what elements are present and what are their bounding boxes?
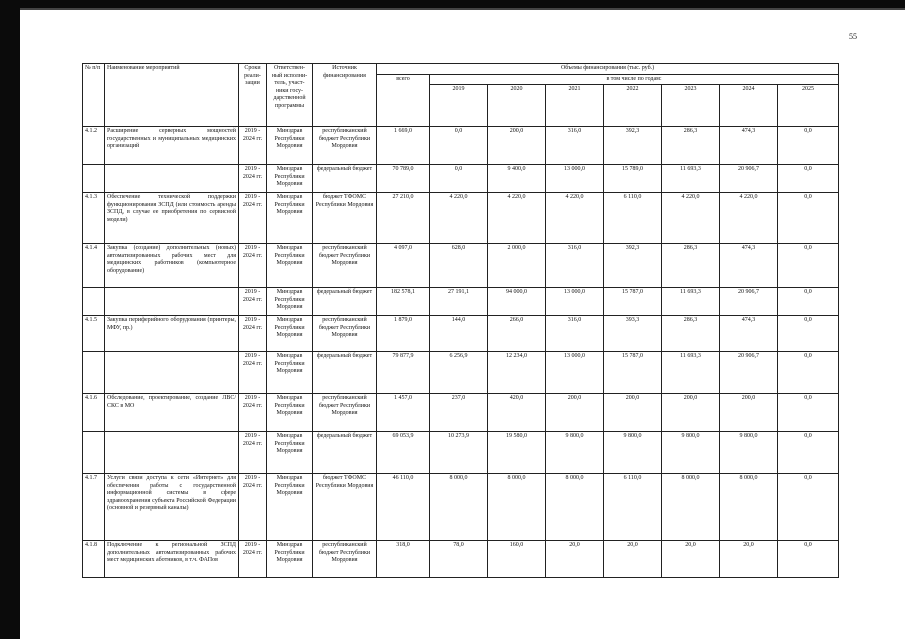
financing-table bbox=[82, 63, 839, 578]
row-year-value: 4 220,0 bbox=[430, 193, 488, 244]
row-year-value: 11 693,3 bbox=[662, 352, 720, 394]
row-year-value: 6 256,9 bbox=[430, 352, 488, 394]
header-including: в том числе по годам: bbox=[430, 74, 839, 85]
page-number: 55 bbox=[849, 32, 857, 41]
row-number: 4.1.4 bbox=[83, 244, 105, 288]
row-year-value: 27 191,1 bbox=[430, 288, 488, 316]
row-year-value: 0,0 bbox=[778, 244, 839, 288]
row-year-value: 20 906,7 bbox=[720, 165, 778, 193]
row-activity-name: Услуги связи доступа к сети «Интернет» для обеспечения работы с государственной информационной системы в сфере здравоохранения субъекта Российской Федерации (основной и резервный каналы) bbox=[105, 474, 239, 541]
row-year-value: 20 906,7 bbox=[720, 288, 778, 316]
row-year-value: 15 787,0 bbox=[604, 288, 662, 316]
row-number: 4.1.5 bbox=[83, 316, 105, 352]
row-year-value: 15 787,0 bbox=[604, 352, 662, 394]
header-year: 2022 bbox=[604, 85, 662, 127]
row-year-value: 628,0 bbox=[430, 244, 488, 288]
table-row bbox=[83, 288, 839, 316]
row-year-value: 474,3 bbox=[720, 127, 778, 165]
table-row bbox=[83, 316, 839, 352]
row-year-value: 11 693,3 bbox=[662, 165, 720, 193]
row-activity-name bbox=[105, 165, 239, 193]
row-year-value: 4 220,0 bbox=[488, 193, 546, 244]
row-terms: 2019 - 2024 гг. bbox=[239, 432, 267, 474]
row-activity-name: Обследование, проектирование, создание ЛВС/СКС в МО bbox=[105, 394, 239, 432]
row-responsible: Минздрав Республики Мордовия bbox=[267, 244, 313, 288]
header-num: № п/п bbox=[83, 64, 105, 127]
row-year-value: 8 000,0 bbox=[546, 474, 604, 541]
row-funding-source: республиканский бюджет Республики Мордовия bbox=[313, 244, 377, 288]
row-responsible: Минздрав Республики Мордовия bbox=[267, 127, 313, 165]
row-funding-source: республиканский бюджет Республики Мордовия bbox=[313, 394, 377, 432]
row-year-value: 8 000,0 bbox=[430, 474, 488, 541]
row-year-value: 286,3 bbox=[662, 244, 720, 288]
row-total: 1 879,0 bbox=[377, 316, 430, 352]
row-year-value: 474,3 bbox=[720, 316, 778, 352]
row-number bbox=[83, 288, 105, 316]
row-year-value: 13 000,0 bbox=[546, 165, 604, 193]
row-funding-source: федеральный бюджет bbox=[313, 288, 377, 316]
row-year-value: 6 110,0 bbox=[604, 474, 662, 541]
row-year-value: 9 800,0 bbox=[662, 432, 720, 474]
header-volumes: Объемы финансирования (тыс. руб.) bbox=[377, 64, 839, 75]
row-year-value: 474,3 bbox=[720, 244, 778, 288]
scan-border-left bbox=[0, 0, 20, 639]
row-year-value: 4 220,0 bbox=[546, 193, 604, 244]
row-year-value: 160,0 bbox=[488, 541, 546, 578]
row-year-value: 12 234,0 bbox=[488, 352, 546, 394]
row-year-value: 316,0 bbox=[546, 244, 604, 288]
table-row bbox=[83, 541, 839, 578]
row-activity-name bbox=[105, 288, 239, 316]
row-funding-source: федеральный бюджет bbox=[313, 352, 377, 394]
row-activity-name: Расширение серверных мощностей государственных и муниципальных медицинских организаций bbox=[105, 127, 239, 165]
row-funding-source: федеральный бюджет bbox=[313, 432, 377, 474]
row-year-value: 0,0 bbox=[430, 127, 488, 165]
row-year-value: 0,0 bbox=[778, 127, 839, 165]
row-year-value: 20,0 bbox=[604, 541, 662, 578]
header-year: 2019 bbox=[430, 85, 488, 127]
table-row bbox=[83, 394, 839, 432]
row-responsible: Минздрав Республики Мордовия bbox=[267, 432, 313, 474]
row-number bbox=[83, 432, 105, 474]
header-terms: Сроки реали- зации bbox=[239, 64, 267, 127]
row-year-value: 316,0 bbox=[546, 127, 604, 165]
table-row bbox=[83, 127, 839, 165]
row-year-value: 0,0 bbox=[778, 316, 839, 352]
header-year: 2023 bbox=[662, 85, 720, 127]
row-terms: 2019 - 2024 гг. bbox=[239, 127, 267, 165]
row-year-value: 266,0 bbox=[488, 316, 546, 352]
row-year-value: 0,0 bbox=[778, 432, 839, 474]
row-terms: 2019 - 2024 гг. bbox=[239, 541, 267, 578]
row-funding-source: республиканский бюджет Республики Мордовия bbox=[313, 541, 377, 578]
header-responsible: Ответствен- ный исполни- тель, участ- ники госу- дарственной программы bbox=[267, 64, 313, 127]
header-year: 2020 bbox=[488, 85, 546, 127]
row-responsible: Минздрав Республики Мордовия bbox=[267, 288, 313, 316]
row-year-value: 78,0 bbox=[430, 541, 488, 578]
header-row-1 bbox=[83, 64, 839, 75]
row-responsible: Минздрав Республики Мордовия bbox=[267, 474, 313, 541]
row-year-value: 316,0 bbox=[546, 316, 604, 352]
row-funding-source: бюджет ТФОМС Республики Мордовия bbox=[313, 474, 377, 541]
header-year: 2025 bbox=[778, 85, 839, 127]
row-year-value: 9 800,0 bbox=[720, 432, 778, 474]
row-responsible: Минздрав Республики Мордовия bbox=[267, 394, 313, 432]
row-number: 4.1.6 bbox=[83, 394, 105, 432]
row-terms: 2019 - 2024 гг. bbox=[239, 394, 267, 432]
header-year: 2021 bbox=[546, 85, 604, 127]
row-year-value: 94 000,0 bbox=[488, 288, 546, 316]
row-activity-name: Закупка периферийного оборудования (принтеры, МФУ, пр.) bbox=[105, 316, 239, 352]
row-year-value: 392,3 bbox=[604, 127, 662, 165]
row-activity-name: Обеспечение технической поддержки функционирования ЗСПД (или стоимость аренды ЗСПД, в случае ее приобретения по сервисной модели) bbox=[105, 193, 239, 244]
row-year-value: 200,0 bbox=[546, 394, 604, 432]
header-source: Источник финансирования bbox=[313, 64, 377, 127]
row-responsible: Минздрав Республики Мордовия bbox=[267, 352, 313, 394]
row-terms: 2019 - 2024 гг. bbox=[239, 316, 267, 352]
row-year-value: 392,3 bbox=[604, 244, 662, 288]
row-terms: 2019 - 2024 гг. bbox=[239, 288, 267, 316]
row-year-value: 0,0 bbox=[778, 165, 839, 193]
row-total: 1 669,0 bbox=[377, 127, 430, 165]
row-year-value: 0,0 bbox=[778, 541, 839, 578]
row-year-value: 6 110,0 bbox=[604, 193, 662, 244]
row-terms: 2019 - 2024 гг. bbox=[239, 244, 267, 288]
header-year: 2024 bbox=[720, 85, 778, 127]
row-terms: 2019 - 2024 гг. bbox=[239, 474, 267, 541]
row-year-value: 20 906,7 bbox=[720, 352, 778, 394]
row-year-value: 20,0 bbox=[546, 541, 604, 578]
row-number: 4.1.8 bbox=[83, 541, 105, 578]
row-year-value: 200,0 bbox=[604, 394, 662, 432]
row-year-value: 10 273,9 bbox=[430, 432, 488, 474]
row-year-value: 393,3 bbox=[604, 316, 662, 352]
table-body bbox=[83, 127, 839, 578]
row-year-value: 144,0 bbox=[430, 316, 488, 352]
row-number: 4.1.2 bbox=[83, 127, 105, 165]
row-number bbox=[83, 165, 105, 193]
row-year-value: 20,0 bbox=[720, 541, 778, 578]
table-row bbox=[83, 474, 839, 541]
row-terms: 2019 - 2024 гг. bbox=[239, 193, 267, 244]
row-year-value: 9 400,0 bbox=[488, 165, 546, 193]
row-year-value: 13 000,0 bbox=[546, 352, 604, 394]
row-total: 1 457,0 bbox=[377, 394, 430, 432]
scan-border-top bbox=[0, 0, 905, 8]
scan-border-top-shadow bbox=[20, 8, 905, 10]
row-year-value: 15 789,0 bbox=[604, 165, 662, 193]
row-number: 4.1.7 bbox=[83, 474, 105, 541]
row-total: 70 789,0 bbox=[377, 165, 430, 193]
row-funding-source: бюджет ТФОМС Республики Мордовия bbox=[313, 193, 377, 244]
row-activity-name: Подключение к региональной ЗСПД дополнительных автоматизированных рабочих мест медицинских аботников, в т.ч. ФАПов bbox=[105, 541, 239, 578]
row-total: 27 210,0 bbox=[377, 193, 430, 244]
row-year-value: 0,0 bbox=[430, 165, 488, 193]
row-year-value: 13 000,0 bbox=[546, 288, 604, 316]
row-year-value: 8 000,0 bbox=[662, 474, 720, 541]
row-terms: 2019 - 2024 гг. bbox=[239, 165, 267, 193]
row-total: 182 578,1 bbox=[377, 288, 430, 316]
row-activity-name bbox=[105, 432, 239, 474]
row-number: 4.1.3 bbox=[83, 193, 105, 244]
row-year-value: 286,3 bbox=[662, 316, 720, 352]
row-total: 318,0 bbox=[377, 541, 430, 578]
row-year-value: 200,0 bbox=[720, 394, 778, 432]
row-total: 69 053,9 bbox=[377, 432, 430, 474]
row-terms: 2019 - 2024 гг. bbox=[239, 352, 267, 394]
row-year-value: 4 220,0 bbox=[662, 193, 720, 244]
header-total: всего bbox=[377, 74, 430, 127]
row-activity-name bbox=[105, 352, 239, 394]
row-total: 79 877,9 bbox=[377, 352, 430, 394]
table-row bbox=[83, 432, 839, 474]
row-activity-name: Закупка (создание) дополнительных (новых) автоматизированных рабочих мест для медицинских работников (компьютерное оборудование) bbox=[105, 244, 239, 288]
row-year-value: 8 000,0 bbox=[720, 474, 778, 541]
row-responsible: Минздрав Республики Мордовия bbox=[267, 316, 313, 352]
row-number bbox=[83, 352, 105, 394]
table-row bbox=[83, 244, 839, 288]
row-year-value: 0,0 bbox=[778, 193, 839, 244]
row-total: 46 110,0 bbox=[377, 474, 430, 541]
row-funding-source: республиканский бюджет Республики Мордовия bbox=[313, 316, 377, 352]
row-year-value: 237,0 bbox=[430, 394, 488, 432]
header-name: Наименование мероприятий bbox=[105, 64, 239, 127]
row-year-value: 9 800,0 bbox=[604, 432, 662, 474]
row-responsible: Минздрав Республики Мордовия bbox=[267, 165, 313, 193]
row-year-value: 200,0 bbox=[488, 127, 546, 165]
row-total: 4 097,0 bbox=[377, 244, 430, 288]
row-year-value: 0,0 bbox=[778, 474, 839, 541]
row-year-value: 0,0 bbox=[778, 394, 839, 432]
row-responsible: Минздрав Республики Мордовия bbox=[267, 541, 313, 578]
row-year-value: 11 693,3 bbox=[662, 288, 720, 316]
row-year-value: 0,0 bbox=[778, 288, 839, 316]
table-row bbox=[83, 193, 839, 244]
row-year-value: 9 800,0 bbox=[546, 432, 604, 474]
row-year-value: 8 000,0 bbox=[488, 474, 546, 541]
row-year-value: 286,3 bbox=[662, 127, 720, 165]
row-year-value: 420,0 bbox=[488, 394, 546, 432]
row-year-value: 19 580,0 bbox=[488, 432, 546, 474]
row-year-value: 2 000,0 bbox=[488, 244, 546, 288]
row-funding-source: федеральный бюджет bbox=[313, 165, 377, 193]
row-funding-source: республиканский бюджет Республики Мордовия bbox=[313, 127, 377, 165]
table-row bbox=[83, 352, 839, 394]
row-year-value: 20,0 bbox=[662, 541, 720, 578]
row-responsible: Минздрав Республики Мордовия bbox=[267, 193, 313, 244]
row-year-value: 200,0 bbox=[662, 394, 720, 432]
table-row bbox=[83, 165, 839, 193]
row-year-value: 4 220,0 bbox=[720, 193, 778, 244]
row-year-value: 0,0 bbox=[778, 352, 839, 394]
